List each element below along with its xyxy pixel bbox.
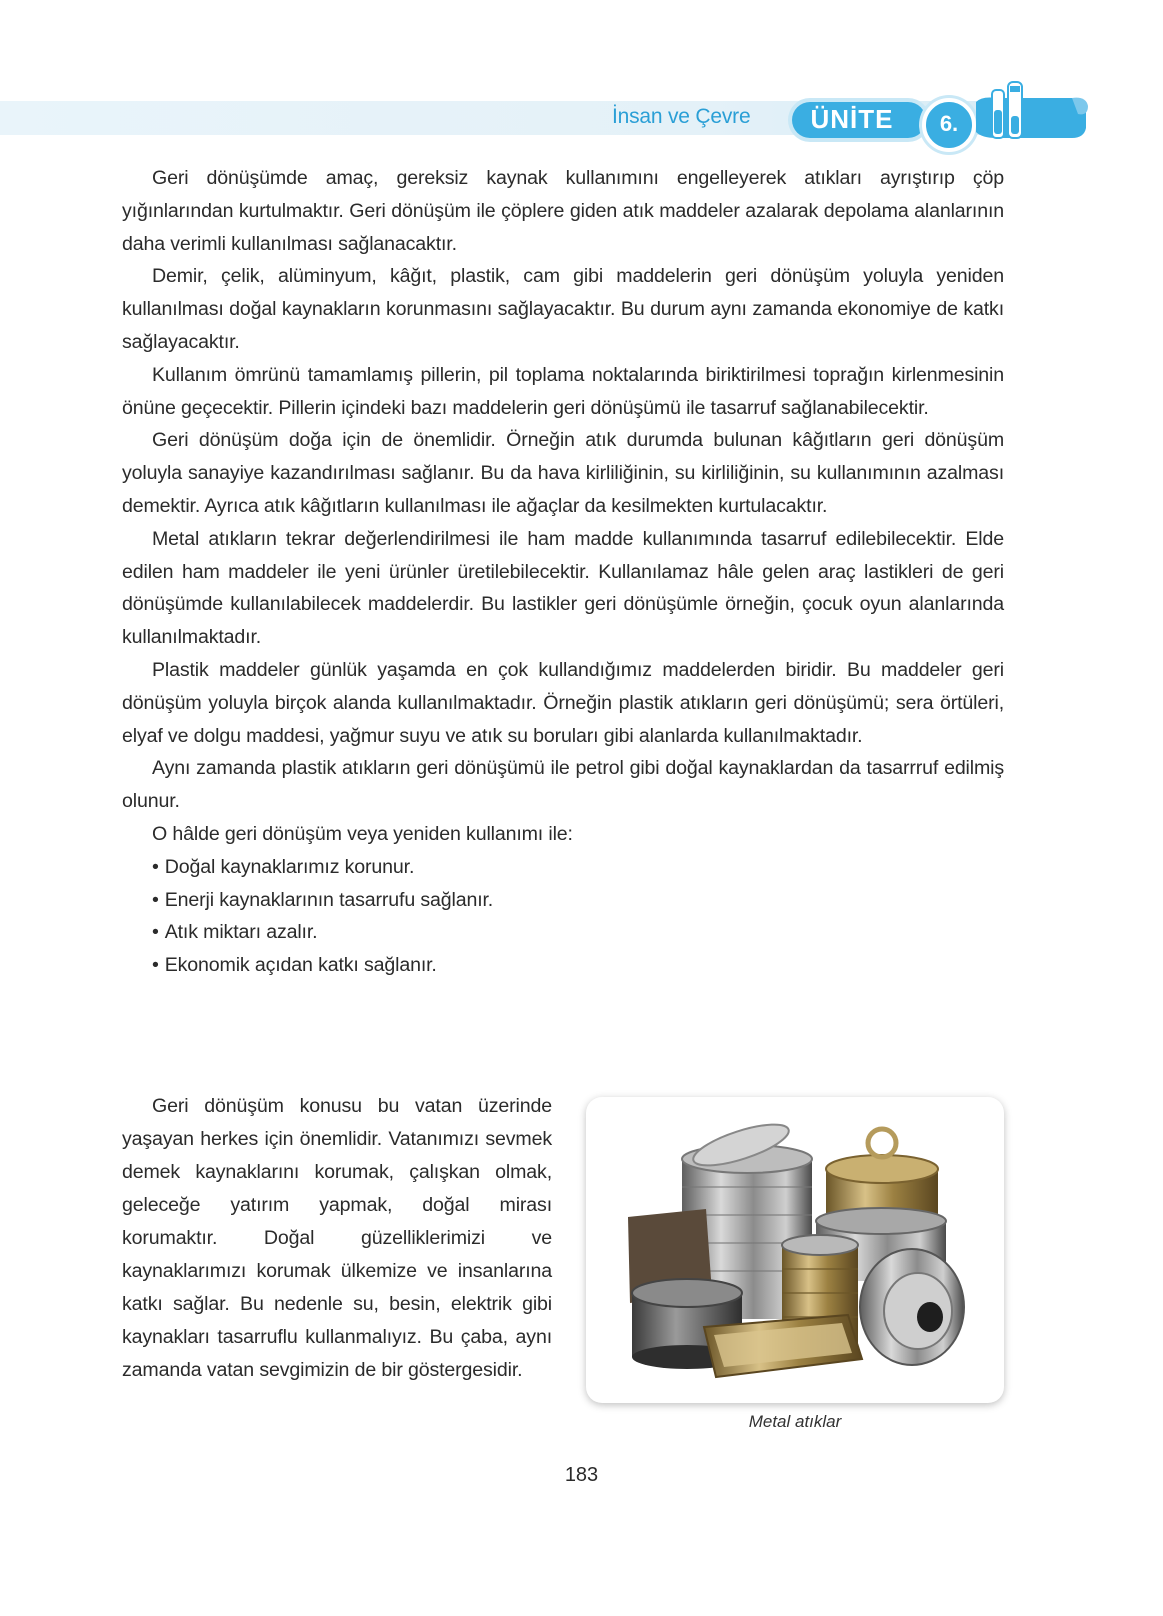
figure-caption: Metal atıklar: [748, 1412, 842, 1431]
unit-number: 6.: [939, 111, 959, 136]
paragraph: Aynı zamanda plastik atıkların geri dönüşümü ile petrol gibi doğal kaynaklardan da tasarrruf edilmiş olunur.: [122, 757, 1004, 813]
unit-title: İnsan ve Çevre: [612, 105, 751, 128]
bullet-item: • Doğal kaynaklarımız korunur.: [152, 851, 1004, 884]
paragraph: Demir, çelik, alüminyum, kâğıt, plastik, cam gibi maddelerin geri dönüşüm yoluyla yeniden kullanılması doğal kaynakların korunmasını sağlayacaktır. Bu durum aynı zamanda ekonomiye de katkı sağlayacaktır.: [122, 265, 1004, 353]
page-number: 183: [564, 1464, 599, 1486]
paragraph: O hâlde geri dönüşüm veya yeniden kullanımı ile:: [152, 822, 573, 845]
paragraph: Plastik maddeler günlük yaşamda en çok kullandığımız maddelerden biridir. Bu maddeler geri dönüşüm yoluyla birçok alanda kullanılmaktadır. Örneğin plastik atıkların geri dönüşümü; sera örtüleri, elyaf ve dolgu maddesi, yağmur suyu ve atık su boruları gibi alanlarda kullanılmaktadır.: [122, 658, 1004, 747]
paragraph: Geri dönüşümde amaç, gereksiz kaynak kullanımını engelleyerek atıkları ayrıştırıp çöp yığınlarından kurtulmaktır. Geri dönüşüm ile çöplere giden atık maddeler azalarak depolama alanlarının daha verimli kullanılması sağlanacaktır.: [122, 167, 1004, 255]
paragraph: Geri dönüşüm konusu bu vatan üzerinde yaşayan herkes için önemlidir. Vatanımızı sevmek demek kaynaklarını korumak, çalışkan olmak, geleceğe yatırım yapmak, doğal mirası korumaktır. Doğal güzelliklerimizi ve kaynaklarımızı korumak ülkemize ve insanlarına katkı sağlar. Bu nedenle su, besin, elektrik gibi kaynakları tasarruflu kullanmalıyız. Bu çaba, aynı zamanda vatan sevgimizin de bir göstergesidir.: [122, 1095, 552, 1381]
paragraph: Metal atıkların tekrar değerlendirilmesi ile ham madde kullanımında tasarruf edilebilecektir. Elde edilen ham maddeler ile yeni ürünler üretilebilecektir. Kullanılamaz hâle gelen araç lastikleri de geri dönüşümde kullanılabilecek maddelerdir. Bu lastikler geri dönüşümle örneğin, çocuk oyun alanlarında kullanılmaktadır.: [122, 527, 1004, 649]
paragraph: Geri dönüşüm doğa için de önemlidir. Örneğin atık durumda bulunan kâğıtların geri dönüşüm yoluyla sanayiye kazandırılması sağlanır. Bu da hava kirliliğinin, su kirliliğinin, su kullanımının azalması demektir. Ayrıca atık kâğıtların kullanılması ile ağaçlar da kesilmekten kurtulacaktır.: [122, 429, 1004, 517]
unit-number-badge: [922, 98, 976, 152]
unit-badge: [792, 102, 926, 138]
closing-paragraph: [122, 1090, 552, 1387]
unit-label: ÜNİTE: [810, 104, 894, 134]
paragraph: Kullanım ömrünü tamamlamış pillerin, pil toplama noktalarında biriktirilmesi toprağın kirlenmesinin önüne geçecektir. Pillerin içindeki bazı maddelerin geri dönüşümü ile tasarruf sağlanabilecektir.: [122, 363, 1004, 419]
bullet-item: • Atık miktarı azalır.: [152, 916, 1004, 949]
metal-cans-illustration: [586, 1097, 1004, 1403]
main-text: [122, 162, 1004, 982]
bullet-item: • Enerji kaynaklarının tasarrufu sağlanır.: [152, 884, 1004, 917]
bullet-item: • Ekonomik açıdan katkı sağlanır.: [152, 949, 1004, 982]
science-bottles-icon: [972, 76, 1092, 154]
metal-waste-photo: [586, 1097, 1004, 1403]
bullet-list: [122, 851, 1004, 982]
